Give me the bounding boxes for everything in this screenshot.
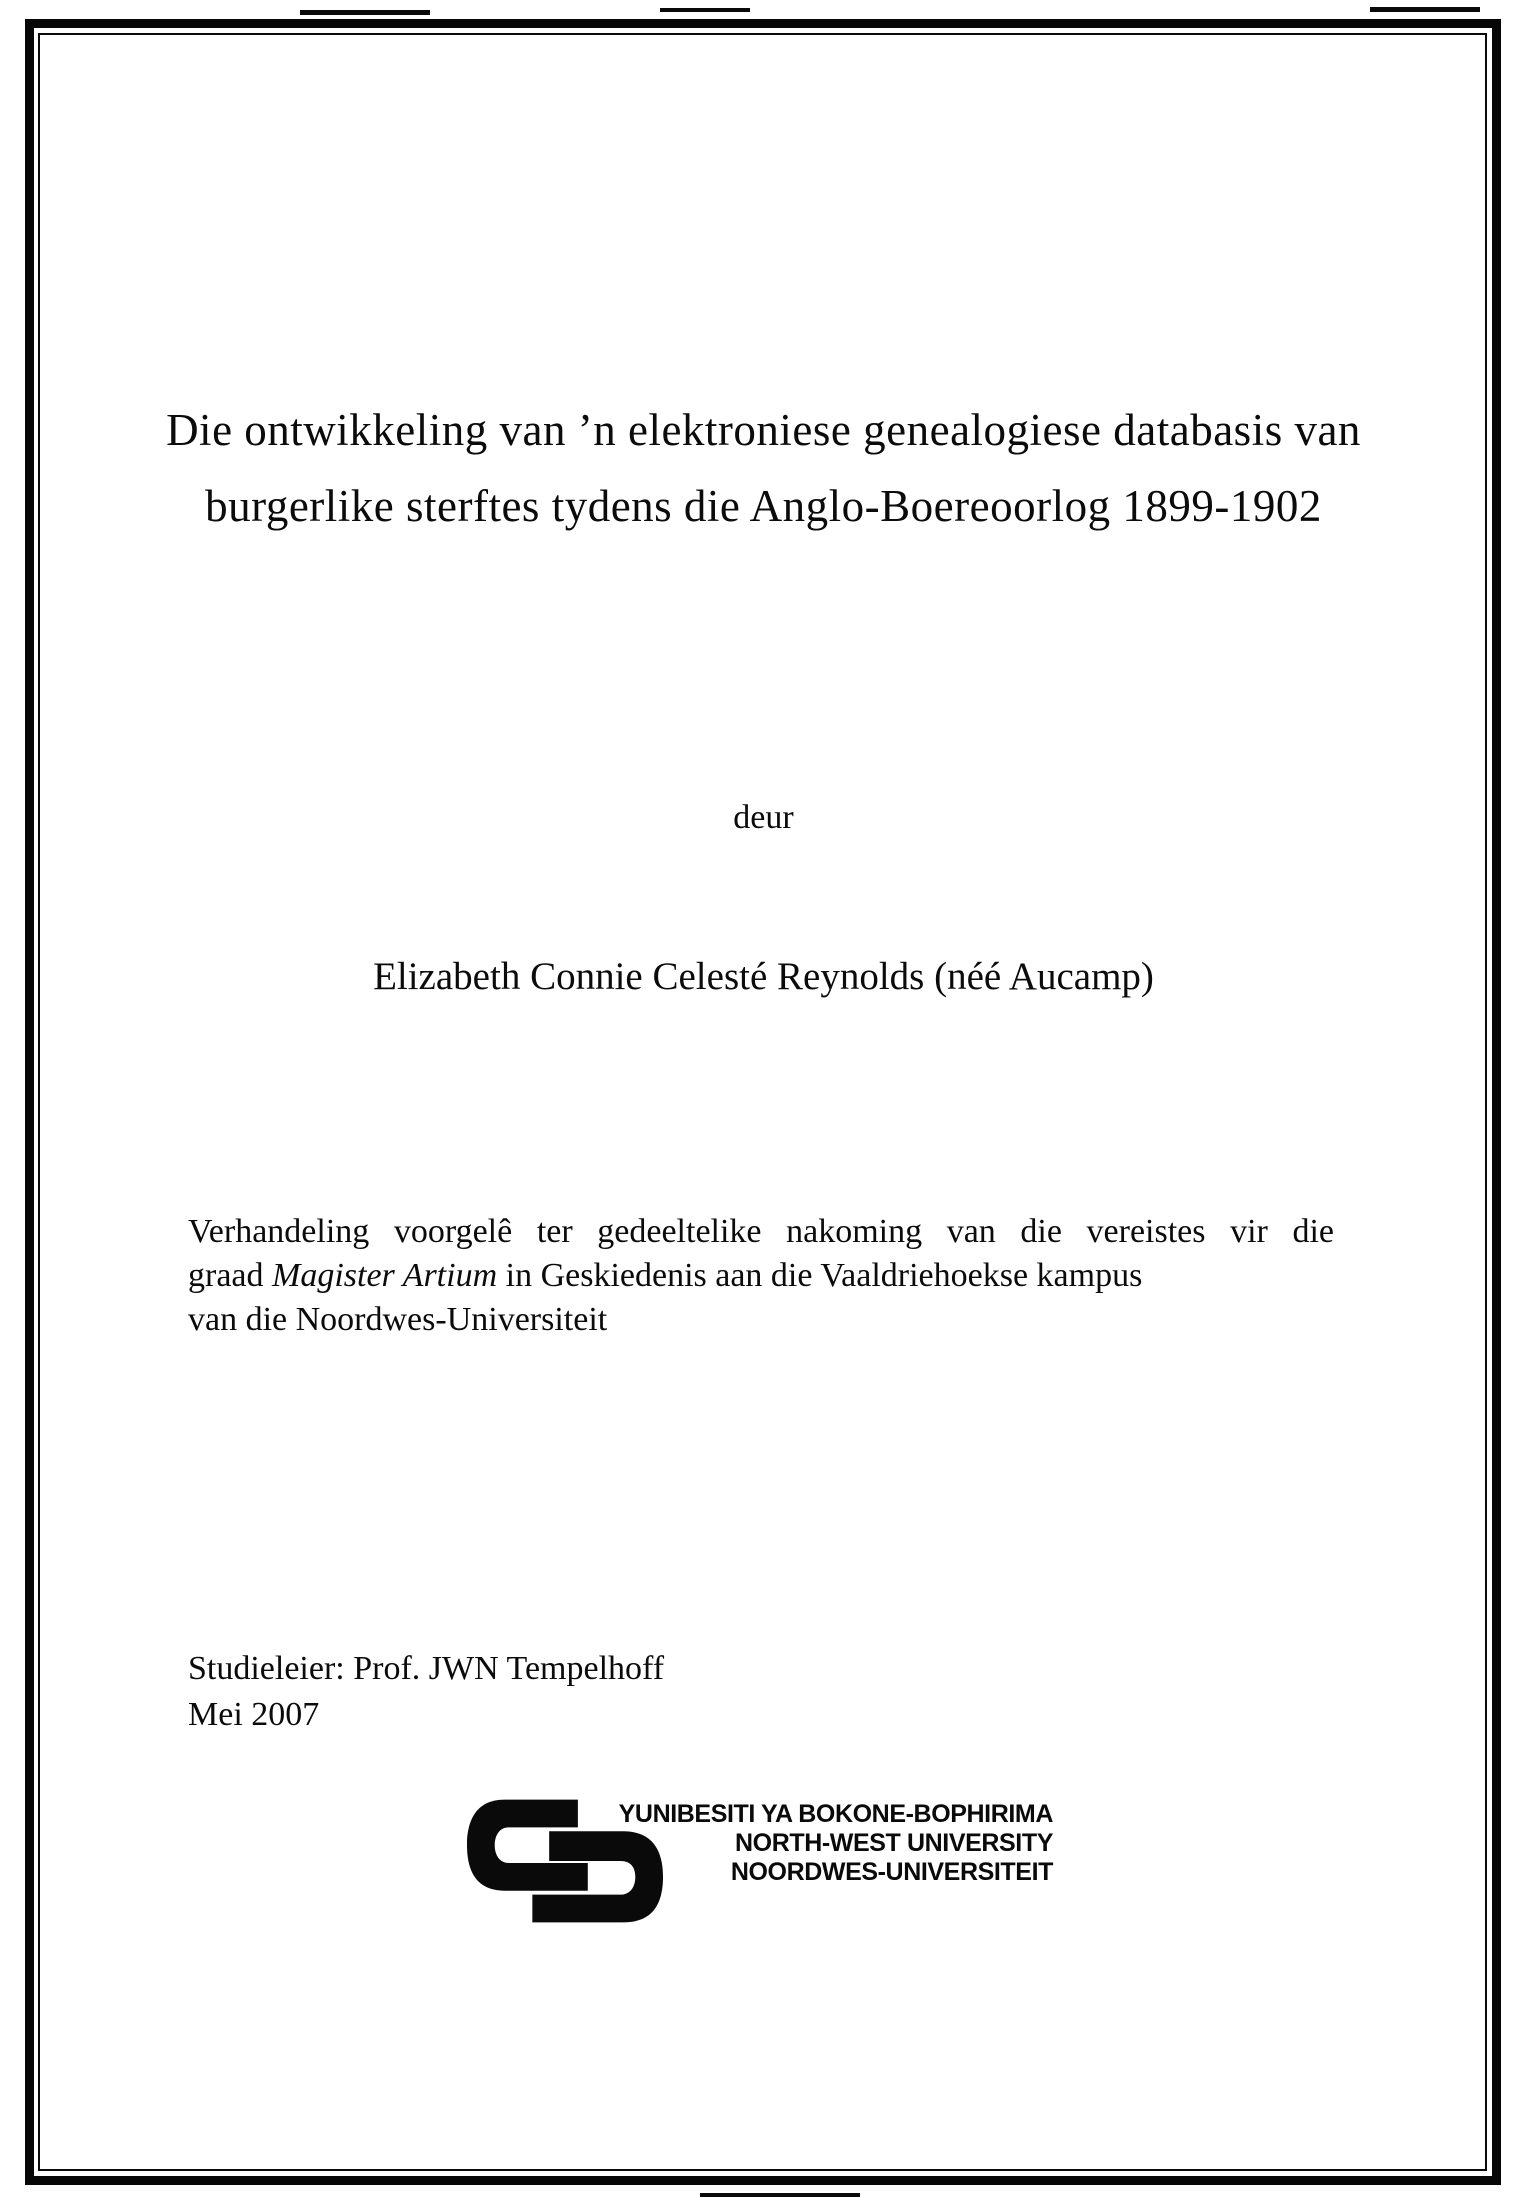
degree-name: Magister Artium	[272, 1257, 498, 1294]
degree-statement-line3: van die Noordwes-Universiteit	[188, 1301, 608, 1338]
thesis-title-line1: Die ontwikkeling van ’n elektroniese genealogiese databasis van	[166, 405, 1361, 455]
nwu-logo-line2: NORTH-WEST UNIVERSITY	[735, 1829, 1053, 1857]
degree-statement	[188, 1210, 1334, 1342]
author-name: Elizabeth Connie Celesté Reynolds (néé Aucamp)	[373, 955, 1154, 998]
scan-artifact	[660, 8, 750, 12]
date-line: Mei 2007	[188, 1696, 320, 1733]
degree-statement-line2-post: in Geskiedenis aan die Vaaldriehoekse kampus	[497, 1257, 1143, 1294]
byline-label: deur	[733, 799, 794, 836]
scan-artifact	[700, 2193, 860, 2197]
scan-artifact	[1370, 7, 1480, 12]
scan-artifact	[300, 10, 430, 15]
degree-statement-line2	[188, 1254, 1334, 1298]
thesis-title	[120, 392, 1407, 544]
degree-statement-line2-pre: graad	[188, 1257, 273, 1294]
thesis-title-line2: burgerlike sterftes tydens die Anglo-Boereoorlog 1899-1902	[205, 481, 1322, 531]
nwu-logo-line1: YUNIBESITI YA BOKONE-BOPHIRIMA	[618, 1800, 1053, 1828]
nwu-logo-line3: NOORDWES-UNIVERSITEIT	[730, 1858, 1053, 1886]
degree-statement-line1: Verhandeling voorgelê ter gedeeltelike nakoming van die vereistes vir die	[188, 1213, 1334, 1250]
nwu-logo-wordmark	[585, 1800, 1053, 1887]
supervisor-line: Studieleier: Prof. JWN Tempelhoff	[188, 1650, 665, 1687]
supervisor-block	[188, 1646, 664, 1738]
